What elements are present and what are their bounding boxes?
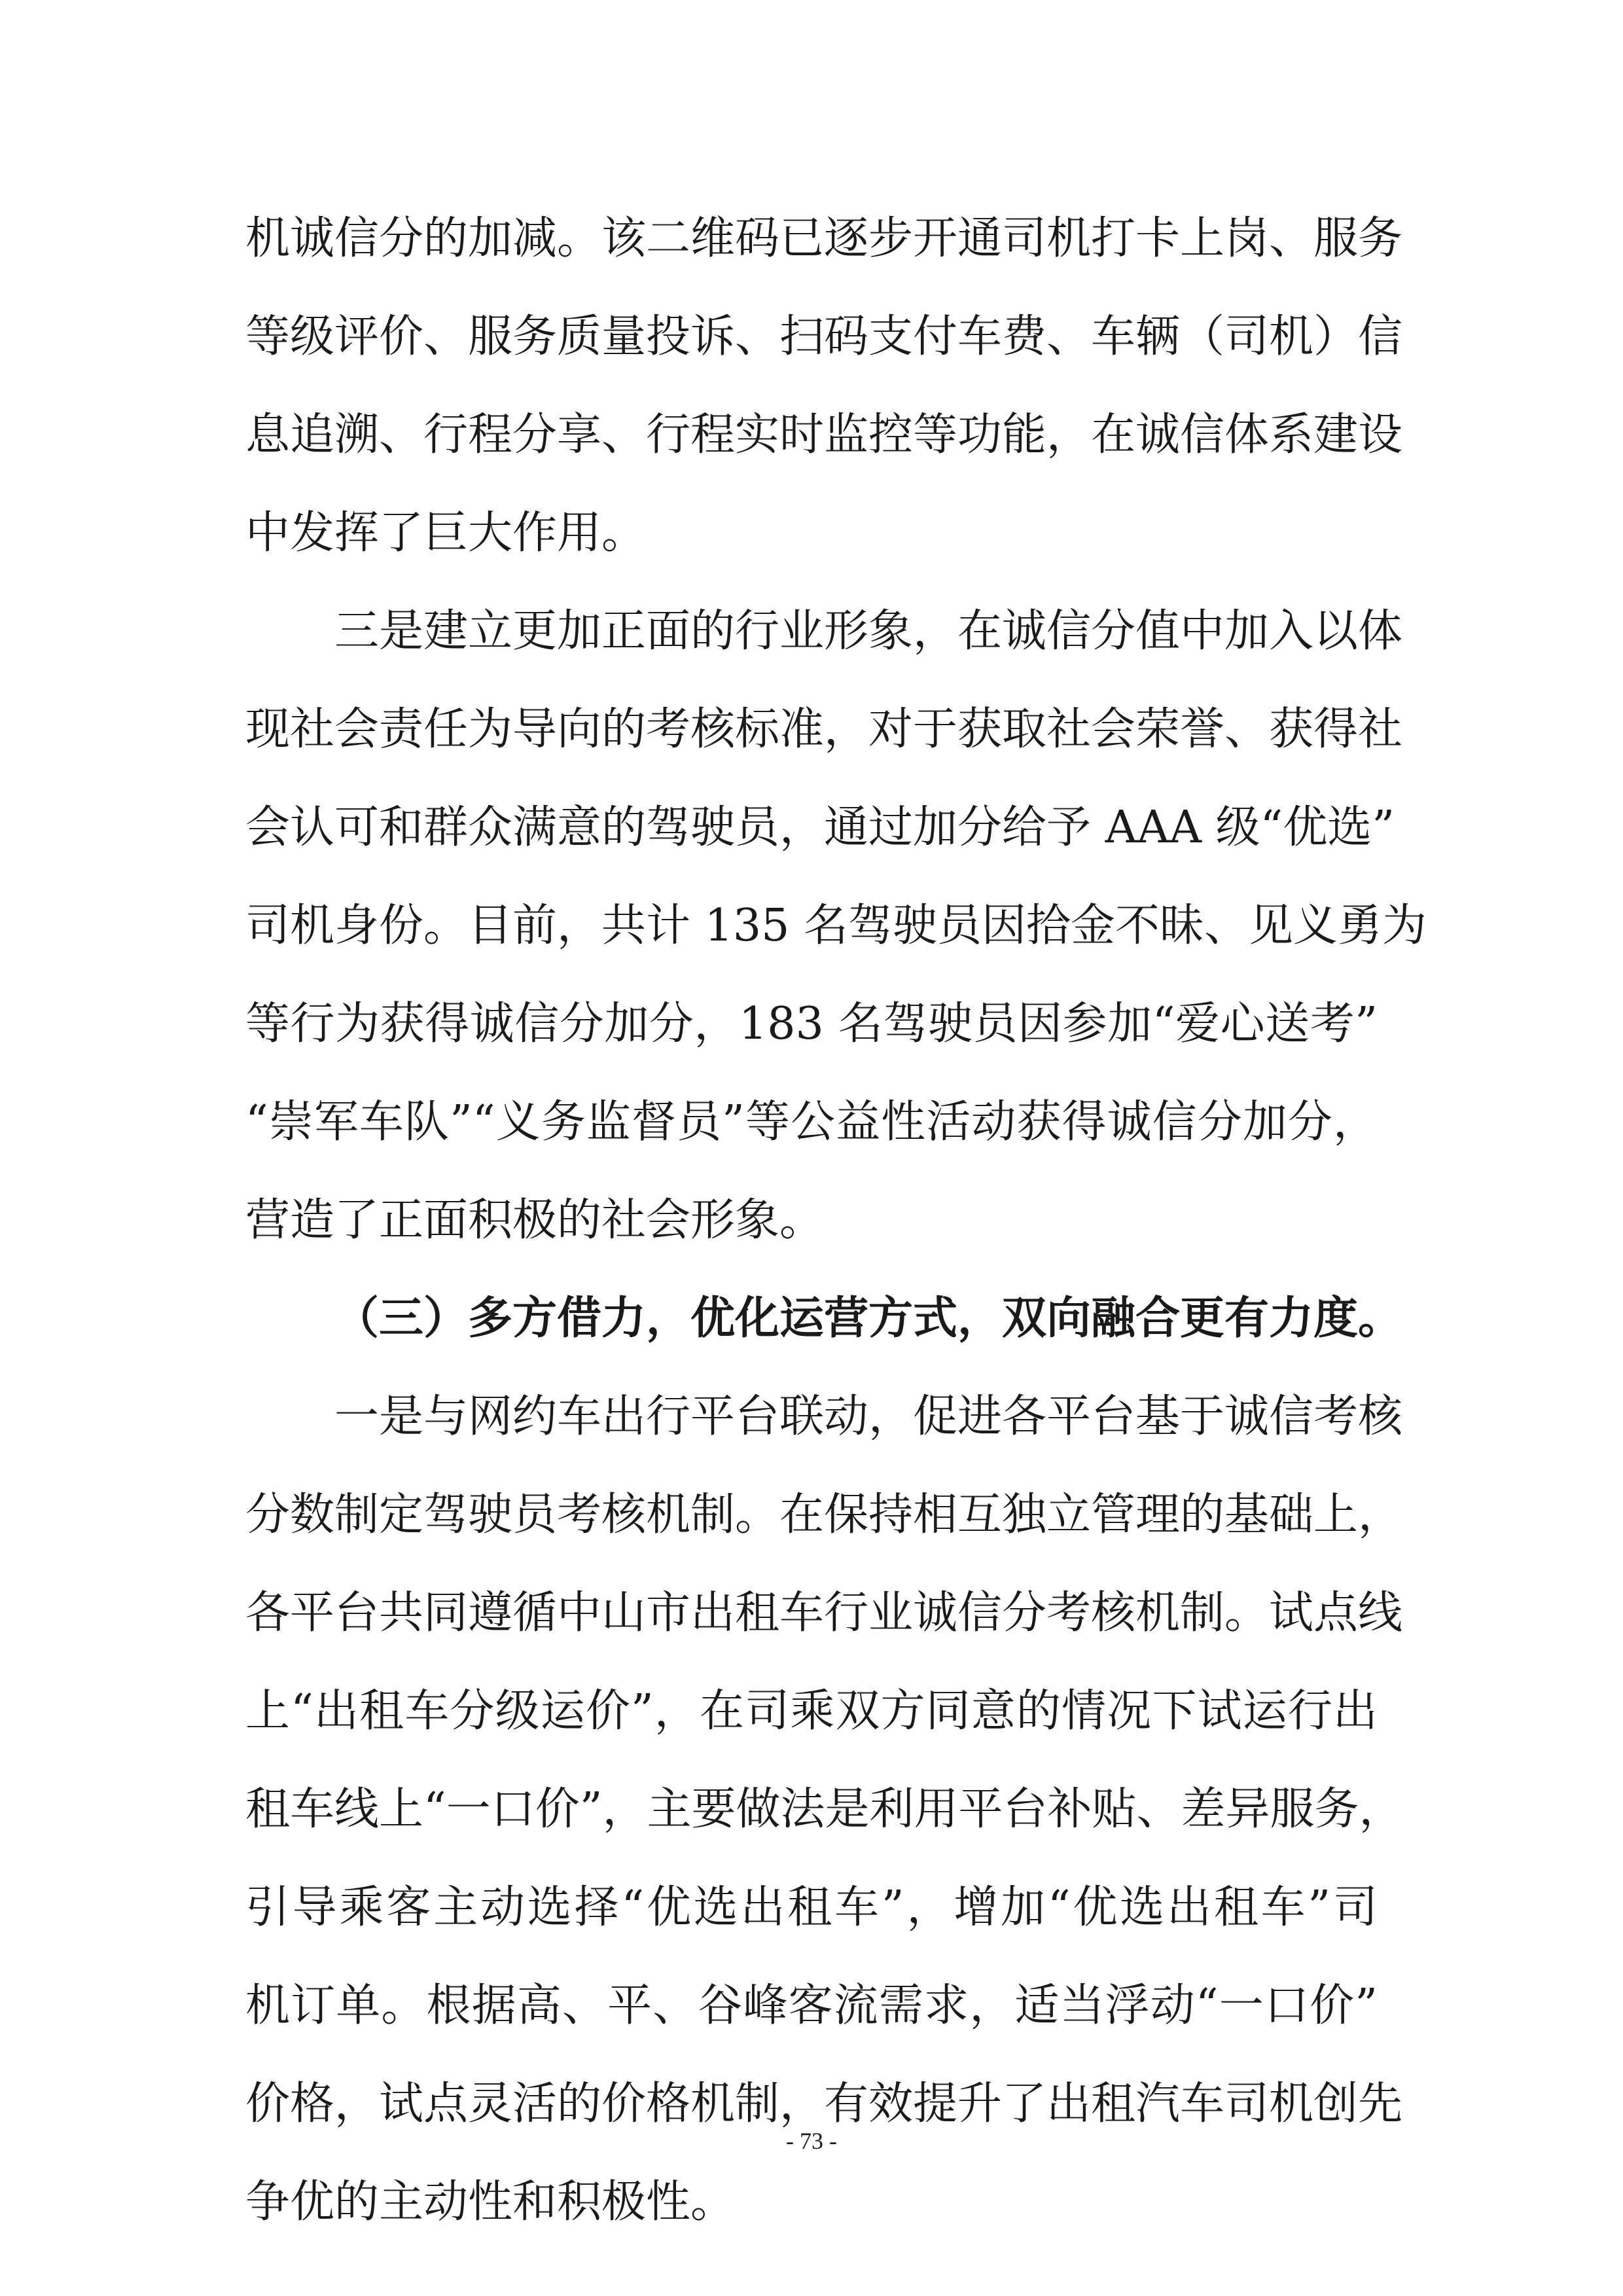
text-line: 分数制定驾驶员考核机制。在保持相互独立管理的基础上， <box>245 1489 1403 1541</box>
paragraph-first-line: 三是建立更加正面的行业形象，在诚信分值中加入以体 <box>334 605 1403 657</box>
text-line: 争优的主动性和积极性。 <box>245 2176 736 2228</box>
text-line: 息追溯、行程分享、行程实时监控等功能，在诚信体系建设 <box>245 409 1403 461</box>
text-line: “崇军车队”“义务监督员”等公益性活动获得诚信分加分， <box>245 1096 1378 1148</box>
paragraph-first-line: 一是与网约车出行平台联动，促进各平台基于诚信考核 <box>334 1391 1403 1443</box>
text-line: 司机身份。目前，共计 135 名驾驶员因拾金不昧、见义勇为 <box>245 900 1427 952</box>
text-line: 租车线上“一口价”，主要做法是利用平台补贴、差异服务， <box>245 1784 1404 1835</box>
text-line: 机诚信分的加减。该二维码已逐步开通司机打卡上岗、服务 <box>245 213 1403 264</box>
page-number: - 73 - <box>786 2128 837 2154</box>
body-text <box>245 190 1427 2251</box>
text-line: 现社会责任为导向的考核标准，对于获取社会荣誉、获得社 <box>245 704 1403 755</box>
text-line: 会认可和群众满意的驾驶员，通过加分给予 AAA 级“优选” <box>245 802 1395 853</box>
text-line: 机订单。根据高、平、谷峰客流需求，适当浮动“一口价” <box>245 1980 1378 2032</box>
text-line: 价格，试点灵活的价格机制，有效提升了出租汽车司机创先 <box>245 2078 1403 2130</box>
text-line: 上“出租车分级运价”，在司乘双方同意的情况下试运行出 <box>245 1685 1378 1737</box>
text-line: 营造了正面积极的社会形象。 <box>245 1194 825 1246</box>
text-line: 等行为获得诚信分加分，183 名驾驶员因参加“爱心送考” <box>245 998 1378 1050</box>
text-line: 等级评价、服务质量投诉、扫码支付车费、车辆（司机）信 <box>245 311 1403 363</box>
section-heading: （三）多方借力，优化运营方式，双向融合更有力度。 <box>334 1293 1403 1344</box>
text-line: 各平台共同遵循中山市出租车行业诚信分考核机制。试点线 <box>245 1587 1403 1639</box>
text-line: 中发挥了巨大作用。 <box>245 507 647 559</box>
text-line: 引导乘客主动选择“优选出租车”，增加“优选出租车”司 <box>245 1882 1378 1933</box>
